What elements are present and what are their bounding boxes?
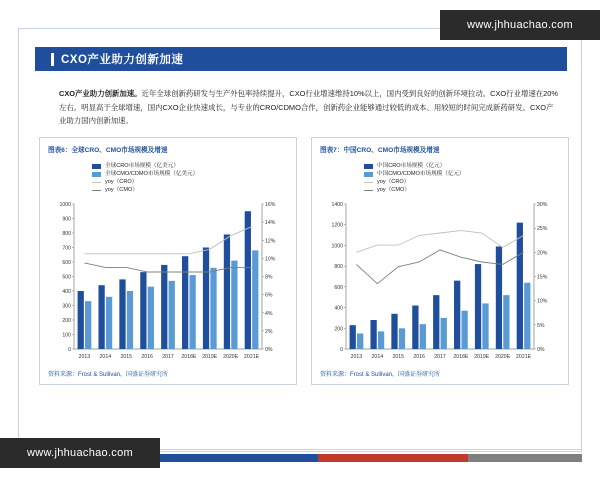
legend-line-icon bbox=[364, 182, 373, 183]
svg-text:0: 0 bbox=[68, 347, 71, 353]
figure7-caption bbox=[320, 144, 439, 154]
figure6-label: 图表6： bbox=[48, 147, 72, 154]
legend-swatch-icon bbox=[92, 164, 101, 169]
title-accent-mark bbox=[51, 53, 54, 66]
legend-line-icon bbox=[364, 190, 373, 191]
svg-text:1400: 1400 bbox=[331, 202, 343, 208]
figure6-title: 全球CRO、CMO市场规模及增速 bbox=[71, 147, 168, 154]
svg-text:14%: 14% bbox=[265, 220, 276, 227]
watermark-bottom: www.jhhuachao.com bbox=[0, 438, 160, 468]
svg-text:5%: 5% bbox=[537, 322, 545, 329]
svg-text:400: 400 bbox=[334, 305, 343, 312]
svg-text:2016: 2016 bbox=[141, 354, 153, 360]
svg-text:10%: 10% bbox=[265, 256, 276, 263]
svg-text:8%: 8% bbox=[265, 274, 273, 281]
svg-text:12%: 12% bbox=[265, 238, 276, 245]
figure7-label: 图表7： bbox=[320, 147, 344, 154]
legend-right bbox=[364, 162, 465, 194]
svg-text:200: 200 bbox=[62, 318, 71, 324]
legend-item bbox=[92, 186, 198, 194]
svg-text:0: 0 bbox=[340, 347, 343, 353]
svg-text:0%: 0% bbox=[537, 347, 545, 353]
legend-label: yoy（CRO） bbox=[105, 178, 138, 185]
svg-text:100: 100 bbox=[62, 332, 71, 339]
svg-text:400: 400 bbox=[62, 289, 71, 295]
body-paragraph bbox=[59, 87, 559, 128]
svg-text:2021E: 2021E bbox=[244, 354, 260, 360]
svg-text:16%: 16% bbox=[265, 202, 276, 208]
legend-label: 全球CMO/CDMO市场规模（亿美元） bbox=[105, 170, 199, 177]
page-title: CXO产业助力创新加速 bbox=[61, 54, 184, 66]
body-lead: CXO产业助力创新加速。 bbox=[59, 89, 142, 98]
legend-label: yoy（CRO） bbox=[377, 178, 410, 185]
svg-text:15%: 15% bbox=[537, 274, 548, 281]
watermark-top: www.jhhuachao.com bbox=[440, 10, 600, 40]
footer-stripe-red bbox=[318, 454, 468, 462]
svg-text:1000: 1000 bbox=[331, 243, 343, 250]
chart-right-svg bbox=[312, 198, 568, 373]
svg-text:2014: 2014 bbox=[99, 354, 112, 360]
svg-text:2016: 2016 bbox=[413, 354, 425, 360]
svg-text:30%: 30% bbox=[537, 202, 548, 208]
svg-text:2014: 2014 bbox=[371, 354, 384, 360]
legend-swatch-icon bbox=[364, 164, 373, 169]
svg-text:2020E: 2020E bbox=[223, 354, 239, 360]
figure6-source: 资料来源：Frost & Sullivan，国盛证券研究所 bbox=[48, 372, 169, 378]
svg-text:2013: 2013 bbox=[78, 354, 91, 360]
svg-text:2020E: 2020E bbox=[495, 354, 511, 360]
legend-swatch-icon bbox=[364, 172, 373, 177]
svg-text:0%: 0% bbox=[265, 347, 273, 353]
svg-text:2019E: 2019E bbox=[202, 354, 218, 360]
legend-item bbox=[364, 186, 465, 194]
svg-text:25%: 25% bbox=[537, 226, 548, 233]
svg-text:2017: 2017 bbox=[162, 354, 174, 360]
legend-label: yoy（CMO） bbox=[377, 186, 410, 193]
svg-text:10%: 10% bbox=[537, 298, 548, 305]
legend-swatch-icon bbox=[92, 172, 101, 177]
legend-line-icon bbox=[92, 182, 101, 183]
svg-text:700: 700 bbox=[62, 245, 71, 252]
svg-text:600: 600 bbox=[334, 284, 343, 291]
svg-text:6%: 6% bbox=[265, 292, 273, 299]
svg-text:500: 500 bbox=[62, 274, 71, 281]
legend-label: yoy（CMO） bbox=[105, 186, 138, 193]
svg-text:2015: 2015 bbox=[120, 354, 132, 360]
chart-panel-right bbox=[311, 137, 569, 385]
svg-text:300: 300 bbox=[62, 303, 71, 310]
svg-text:2%: 2% bbox=[265, 328, 273, 335]
svg-text:200: 200 bbox=[334, 326, 343, 333]
chart-panel-left bbox=[39, 137, 297, 385]
figure6-caption bbox=[48, 144, 167, 154]
slide-page bbox=[18, 28, 582, 452]
svg-text:2015: 2015 bbox=[392, 354, 404, 360]
svg-text:1000: 1000 bbox=[59, 202, 71, 208]
chart-left bbox=[40, 198, 296, 373]
legend-line-icon bbox=[92, 190, 101, 191]
svg-text:800: 800 bbox=[334, 264, 343, 271]
svg-text:2021E: 2021E bbox=[516, 354, 532, 360]
figure7-title: 中国CRO、CMO市场规模及增速 bbox=[343, 147, 440, 154]
svg-text:20%: 20% bbox=[537, 250, 548, 257]
chart-right bbox=[312, 198, 568, 373]
legend-label: 中国CMO/CDMO市场规模（亿元） bbox=[377, 170, 465, 177]
svg-text:2019E: 2019E bbox=[474, 354, 490, 360]
svg-text:2018E: 2018E bbox=[453, 354, 469, 360]
svg-text:2017: 2017 bbox=[434, 354, 446, 360]
legend-label: 中国CRO市场规模（亿元） bbox=[377, 162, 446, 169]
svg-text:900: 900 bbox=[62, 216, 71, 223]
legend-left bbox=[92, 162, 198, 194]
svg-text:2018E: 2018E bbox=[181, 354, 197, 360]
legend-label: 全球CRO市场规模（亿美元） bbox=[105, 162, 179, 169]
footer-stripe-gray bbox=[468, 454, 582, 462]
svg-text:2013: 2013 bbox=[350, 354, 363, 360]
svg-text:1200: 1200 bbox=[331, 222, 343, 229]
figure7-source: 资料来源：Frost & Sullivan，国盛证券研究所 bbox=[320, 372, 441, 378]
svg-text:4%: 4% bbox=[265, 310, 273, 317]
body-rest: 近年全球创新药研发与生产外包率持续提升，CXO行业增速维持10%以上，国内受到良好的创新环境拉动。CXO行业增速在20%左右。明显高于全球增速，国内CXO企业快速成长，与专业的CRO/CDMO合作，创新药企业能够通过较低的成本、用较短的时间完成新药研发。CXO产业助力国内创新加速。 bbox=[59, 89, 558, 126]
page-title-bar bbox=[35, 47, 567, 71]
svg-text:600: 600 bbox=[62, 260, 71, 266]
svg-text:800: 800 bbox=[62, 231, 71, 237]
chart-left-svg bbox=[40, 198, 296, 373]
